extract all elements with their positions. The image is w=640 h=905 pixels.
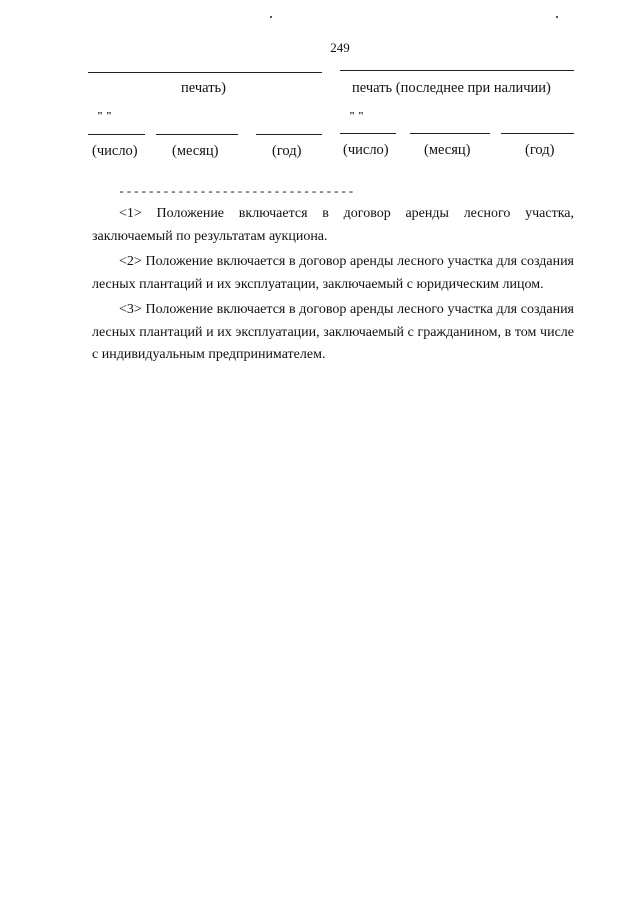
year-label-left: (год) xyxy=(272,143,302,159)
footnote-3: <3> Положение включается в договор аренды лесного участка для создания лесных плантаций и их эксплуатации, заключаемый с гражданином, в том числе с индивидуальным предпринимателем. xyxy=(92,302,574,362)
page-number: 249 xyxy=(330,40,350,55)
signature-line-left xyxy=(88,72,322,73)
footnote-separator: -------------------------------- xyxy=(118,185,355,199)
month-line-right xyxy=(410,133,490,134)
year-line-right xyxy=(501,133,574,134)
seal-caption-left: печать) xyxy=(181,80,226,96)
day-line-right xyxy=(340,133,396,134)
footnote-2: <2> Положение включается в договор аренды лесного участка для создания лесных плантаций и их эксплуатации, заключаемый с юридическим лицом. xyxy=(92,254,574,292)
month-label-left: (месяц) xyxy=(172,143,219,159)
year-line-left xyxy=(256,134,322,135)
date-quote-marks-right: " " xyxy=(349,110,364,122)
signature-line-right xyxy=(340,70,574,71)
seal-caption-right: печать (последнее при наличии) xyxy=(352,80,551,96)
day-label-left: (число) xyxy=(92,143,138,159)
month-line-left xyxy=(156,134,238,135)
footnote-1: <1> Положение включается в договор аренды лесного участка, заключаемый по результатам аукциона. xyxy=(92,206,574,244)
day-line-left xyxy=(88,134,145,135)
footnotes xyxy=(92,203,574,370)
day-label-right: (число) xyxy=(343,142,389,158)
scan-speck xyxy=(270,16,272,18)
scan-speck xyxy=(556,16,558,18)
date-quote-marks-left: " " xyxy=(97,110,112,122)
year-label-right: (год) xyxy=(525,142,555,158)
month-label-right: (месяц) xyxy=(424,142,471,158)
